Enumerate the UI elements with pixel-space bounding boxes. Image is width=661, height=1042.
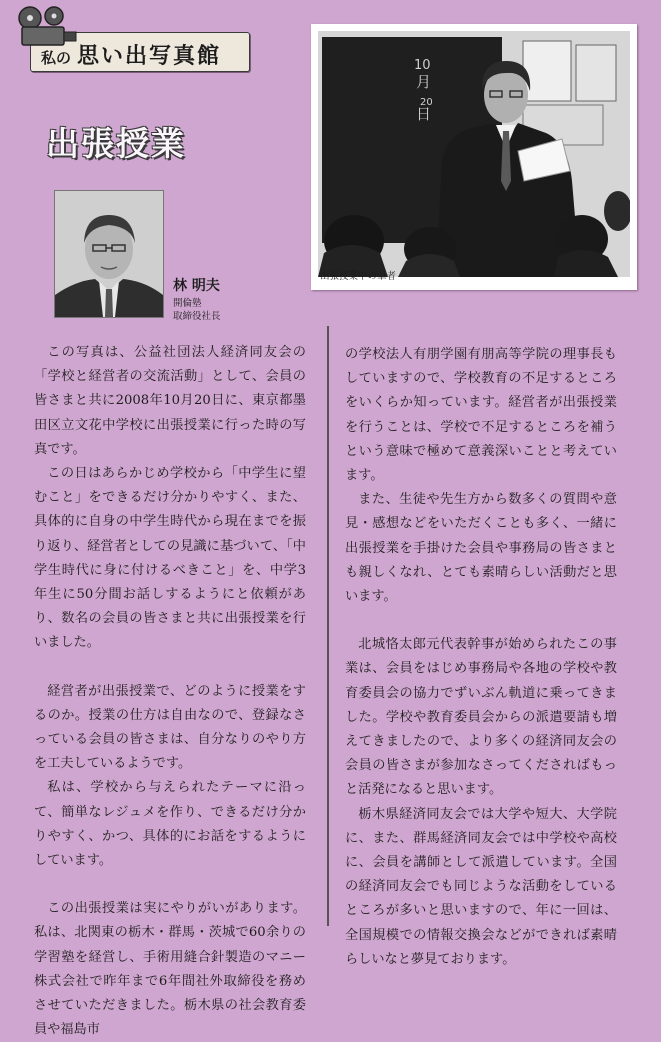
author-organization: 開倫塾 [173, 298, 202, 309]
paragraph: の学校法人有朋学園有朋高等学院の理事長もしていますので、学校教育の不足するところをいくらか知っています。経営者が出張授業を行うことは、学校で不足するところを補うという意味で極めて意義深いことと考えています。 [345, 347, 617, 484]
classroom-photo-frame [311, 24, 637, 290]
board-text-4: 日 [416, 105, 432, 123]
paragraph: この写真は、公益社団法人経済同友会の「学校と経営者の交流活動」として、会員の皆さまと共に2008年10月20日に、東京都墨田区立文花中学校に出張授業に行った時の写真です。 [34, 345, 306, 457]
board-text-2: 月 [416, 73, 432, 91]
author-role: 取締役社長 [173, 311, 221, 322]
author-name: 林 明夫 [173, 278, 220, 294]
author-portrait [54, 190, 164, 318]
paragraph: 栃木県経済同友会では大学や短大、大学院に、また、群馬経済同友会では中学校や高校に、会員を講師として派遣しています。全国の経済同友会でも同じような活動をしているところが多いと思いますので、年に一回は、全国規模での情報交換会などができれば素晴らしいなと夢見ております。 [345, 806, 617, 967]
badge-prefix: 私の [41, 49, 72, 67]
board-text-3: 20 [420, 97, 433, 108]
board-text-1: 10 [414, 58, 431, 73]
badge-series-title: 思い出写真館 [77, 44, 222, 69]
column-divider [327, 326, 329, 926]
film-projector-icon [8, 4, 80, 50]
photo-caption: 出張授業中の筆者 [320, 271, 397, 282]
paragraph: 私は、学校から与えられたテーマに沿って、簡単なレジュメを作り、できるだけ分かりやすく、かつ、具体的にお話をするようにしています。 [34, 780, 306, 869]
paragraph: 北城恪太郎元代表幹事が始められたこの事業は、会員をはじめ事務局や各地の学校や教育委員会の協力でずいぶん軌道に乗ってきました。学校や教育委員会からの派遣要請も増えてきましたので、より多くの経済同友会の会員の皆さまが参加なさってくださればもっと活発になると思います。 [345, 637, 617, 798]
article-right-column [345, 343, 617, 972]
paragraph: この日はあらかじめ学校から「中学生に望むこと」をできるだけ分かりやすく、また、具体的に自身の中学生時代から現在までを振り返り、経営者としての見識に基づいて、「中学生時代に身に付けるべきこと」を、中学3年生に50分間お話しするようにと依頼があり、数名の会員の皆さまと共に出張授業を行いました。 [34, 466, 306, 651]
paragraph: この出張授業は実にやりがいがあります。私は、北関東の栃木・群馬・茨城で60余りの学習塾を経営し、手術用縫合針製造のマニー株式会社で昨年まで6年間社外取締役を務めさせていただきました。栃木県の社会教育委員や福島市 [34, 901, 306, 1038]
classroom-photo [318, 31, 630, 277]
paragraph: また、生徒や先生方から数多くの質問や意見・感想などをいただくことも多く、一緒に出張授業を手掛けた会員や事務局の皆さまとも親しくなれ、とても素晴らしい活動だと思います。 [345, 492, 617, 605]
article-left-column [34, 341, 306, 1042]
paragraph: 経営者が出張授業で、どのように授業をするのか。授業の仕方は自由なので、登録なさっている会員の皆さまは、自分なりのやり方を工夫しているようです。 [34, 683, 306, 772]
page-title: 出張授業 [46, 124, 186, 163]
